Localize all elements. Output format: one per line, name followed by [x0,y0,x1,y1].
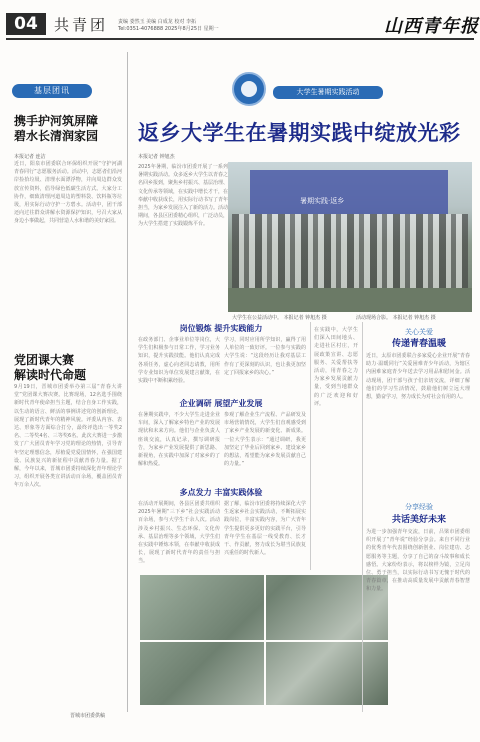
emblem-center-icon [241,81,257,97]
left-title-line-1: 携手护河筑屏障 [14,114,99,128]
section3-col1: 在活动开展期间，各县区团委共组织2025年暑期“三下乡”社会实践活动百余场，参与大学生千余人次。活动涉及乡村振兴、生态环保、文化传承、基层治理等多个领域，大学生们在实践中锤炼本领，在奉献中收获成长，展现了新时代青年的责任与担当。 [138,501,220,565]
masthead-rule [6,38,474,40]
newspaper-logo: 山西青年报 [384,16,479,37]
section-title: 共青团 [54,16,109,34]
right-headline-2: 共话美好未来 [391,515,446,525]
column-divider [127,52,128,712]
left-byline: 本报记者 连洁 [14,154,46,160]
subhead-2: 企业调研 展望产业发展 [179,399,263,408]
photo-group-people [232,214,468,288]
left-credit: 晋城市团委供稿 [70,713,106,719]
subhead-1: 岗位锻炼 提升实践能力 [179,324,263,333]
left2-title-line-2: 解读时代命题 [14,368,87,382]
main-headline: 返乡大学生在暑期实践中绽放光彩 [138,121,461,145]
editor-credits: 责编 娄然玉 美编 白成龙 校对 李拓 [118,19,196,25]
right-kicker-1: 关心关爱 [405,328,433,336]
left-article2-title [14,353,124,383]
left-article2-body: 9月19日，晋城市团委举办第三届“青春大讲堂”党团课大赛决赛。比赛现场，12名选手围绕新时代青年使命担当主题，结合自身工作实践，以生动的语言、鲜活的事例讲述党的创新理论，展现了新时代青年的精神风貌。评委从内容、表达、形象等方面综合打分，最终评选出一等奖2名、二等奖4名、三等奖6名。此次大赛进一步激发了广大团员青年学习党的理论的热情，引导青年坚定理想信念，厚植爱党爱国情怀，在强国建设、民族复兴的新征程中贡献青春力量。据了解，今年以来，晋城市团委持续深化青年理论学习，组织开展各类宣讲活动百余场，覆盖团员青年万余人次。 [14,384,122,489]
left-article-title [14,114,124,165]
subhead-3: 多点发力 丰富实践体验 [179,488,263,497]
main-byline: 本报记者 钟旭杰 [138,154,175,160]
section3-col2: 据了解，临汾市团委将持续深化大学生返家乡社会实践活动，不断拓展实践岗位，丰富实践内容，为广大青年学生提供更多更好的实践平台，引导青年学生在基层一线受教育、长才干、作贡献，努力成长为堪当民族复兴重任的时代新人。 [224,501,306,557]
section2-col1: 在暑期实践中，不少大学生走进企业车间，深入了解家乡特色产业的发展现状和未来方向。他们与企业负责人座谈交流，认真记录，撰写调研报告，为家乡产业发展提供了新思路、新视角，在实践中加深了对家乡的了解和热爱。 [138,412,220,468]
page-number: 04 [6,13,46,35]
main-mid-column: 在实践中，大学生们深入田间地头、走进社区村庄，开展政策宣讲、志愿服务、关爱帮扶等活动，用青春之力为家乡发展贡献力量，受到当地群众的广泛欢迎和好评。 [314,327,358,407]
collage-divider-h [140,640,388,642]
right-kicker-2: 分享经验 [405,503,433,511]
section1-col2: 学习，同时应用所学知识，赢得了用人单位的一致好评。一位参与实践的大学生说：“这段经历让我对基层工作有了更深刻的认识，也让我更加坚定了回报家乡的决心。” [224,337,306,376]
photo-floor [228,288,472,312]
section2-col2: 参观了解企业生产流程、产品研发及市场营销情况，大学生们直观感受到了家乡产业发展的新变化、新成果。一位大学生表示：“通过调研，我更加坚定了毕业后回到家乡、建设家乡的想法，希望能为家乡发展贡献自己的力量。” [224,412,306,468]
section1-col1: 在政务部门、企事业单位等岗位，大学生们积极参与日常工作，学习业务知识，提升实践技能。他们认真完成各项任务，虚心向老同志请教，用所学专业知识为单位发展建言献策，在实践中不断积累经验。 [138,337,220,385]
left-article-body: 近日，阳泉市团委联合环保组织开展“守护河湖 青春同行”志愿服务活动。活动中，志愿者们沿河岸捡拾垃圾、清理水面漂浮物，并向周边群众发放宣传资料，倡导绿色低碳生活方式。大家分工协作，细致清理河道周边的塑料袋、饮料瓶等垃圾，用实际行动守护一方碧水。活动中，团干部还向过往群众讲解水资源保护知识，号召大家从身边小事做起，共同营造人水和谐的美好家园。 [14,161,122,225]
right-article1-body: 近日，太原市团委联合多家爱心企业开展“青春助力·温暖同行”关爱困难青少年活动，为辖区内困难家庭青少年送去学习用品和慰问金。活动现场，团干部与孩子们亲切交流，详细了解他们的学习生活情况，鼓励他们树立远大理想，勤奋学习，努力成长为对社会有用的人。 [366,353,470,401]
right-headline-1: 传递青春温暖 [391,339,446,349]
editor-line [118,19,219,33]
photo-caption-2: 活动现场合影。 本报记者 钟旭杰 摄 [356,315,436,321]
photo-backdrop-banner [250,170,448,214]
left2-title-line-1: 党团课大赛 [14,353,75,367]
left-section-badge: 基层团讯 [12,84,92,98]
left-title-line-2: 碧水长清润家园 [14,129,99,143]
photo-banner-text: 暑期实践·返乡 [300,197,345,205]
right-article2-body: 为进一步加强青年交流，日前，吕梁市团委组织开展了“青年说”经验分享会。来自不同行业的优秀青年代表围绕创新创业、岗位建功、志愿服务等主题，分享了自己的奋斗故事和成长感悟。大家纷纷表示，将以榜样为镜，立足岗位、勇于担当，以实际行动书写无愧于时代的青春篇章，在推动高质量发展中贡献青春智慧和力量。 [366,529,470,593]
main-intro-text: 2025年暑期，临汾市团委开展了一系列暑期实践活动。众多返乡大学生以青春之名回乡报到，聚焦乡村振兴、基层治理、文化传承等领域，在实践中增长才干，在奉献中收获成长，用实际行动书写了青年担当，为家乡发展注入了新的活力。活动期间，各县区团委精心组织，广泛动员，为大学生搭建了实践锻炼平台。 [138,164,228,228]
column-divider-right [362,322,363,712]
main-section-badge: 大学生暑期实践活动 [273,86,383,99]
photo-caption-1: 大学生在公益活动中。 本报记者 钟旭杰 摄 [232,315,327,321]
column-divider-mid [310,322,311,570]
contact-date: Tel:0351-4076888 2025年8月25日 星期一 [118,26,219,32]
